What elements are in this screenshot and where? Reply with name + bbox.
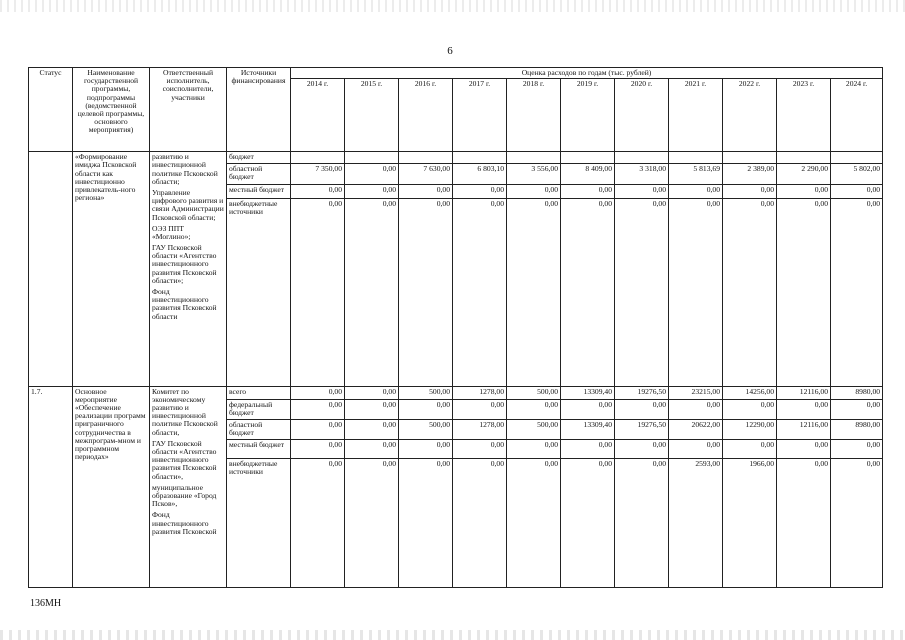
value-cell: 0,00	[831, 184, 883, 198]
header-year: 2015 г.	[345, 79, 399, 152]
table-row	[29, 152, 883, 163]
value-cell: 0,00	[291, 459, 345, 588]
value-cell: 0,00	[723, 184, 777, 198]
value-cell	[345, 152, 399, 163]
value-cell: 0,00	[723, 439, 777, 458]
page-number: 6	[447, 45, 453, 57]
value-cell: 0,00	[453, 184, 507, 198]
table-body	[29, 152, 883, 588]
value-cell: 0,00	[453, 439, 507, 458]
source-cell: всего	[227, 386, 291, 399]
source-cell: бюджет	[227, 152, 291, 163]
value-cell: 8980,00	[831, 386, 883, 399]
value-cell: 2 389,00	[723, 163, 777, 184]
value-cell: 0,00	[399, 439, 453, 458]
header-year: 2016 г.	[399, 79, 453, 152]
footer-code: 136МН	[30, 598, 62, 609]
value-cell: 0,00	[453, 199, 507, 387]
value-cell: 23215,00	[669, 386, 723, 399]
value-cell: 0,00	[777, 199, 831, 387]
value-cell: 13309,40	[561, 386, 615, 399]
value-cell: 0,00	[345, 459, 399, 588]
value-cell: 0,00	[345, 184, 399, 198]
value-cell: 1278,00	[453, 386, 507, 399]
value-cell	[777, 152, 831, 163]
value-cell: 500,00	[399, 419, 453, 439]
value-cell: 0,00	[345, 419, 399, 439]
table-row	[29, 386, 883, 399]
value-cell: 7 630,00	[399, 163, 453, 184]
value-cell: 0,00	[291, 399, 345, 419]
value-cell: 0,00	[399, 199, 453, 387]
source-cell: внебюджетные источники	[227, 199, 291, 387]
responsible-party: муниципальное образование «Город Псков»,	[152, 482, 217, 509]
header-year: 2014 г.	[291, 79, 345, 152]
value-cell: 0,00	[291, 184, 345, 198]
value-cell: 0,00	[399, 459, 453, 588]
responsible-party: ГАУ Псковской области «Агентство инвестиционного развития Псковской области»;	[152, 243, 217, 285]
value-cell: 0,00	[345, 399, 399, 419]
scan-noise-top	[0, 0, 905, 12]
status-cell: 1.7.	[29, 386, 73, 587]
value-cell: 0,00	[291, 199, 345, 387]
source-cell: федеральный бюджет	[227, 399, 291, 419]
status-cell	[29, 152, 73, 387]
value-cell: 500,00	[399, 386, 453, 399]
header-year: 2020 г.	[615, 79, 669, 152]
value-cell: 2593,00	[669, 459, 723, 588]
value-cell: 0,00	[507, 184, 561, 198]
source-cell: областной бюджет	[227, 163, 291, 184]
value-cell: 19276,50	[615, 419, 669, 439]
table-header	[29, 68, 883, 152]
value-cell: 0,00	[453, 459, 507, 588]
name-cell: «Формирование имиджа Псковской области как инвестиционно привлекатель-ного региона»	[73, 152, 150, 387]
source-cell: местный бюджет	[227, 184, 291, 198]
value-cell: 8980,00	[831, 419, 883, 439]
value-cell	[291, 152, 345, 163]
value-cell: 0,00	[507, 459, 561, 588]
header-year: 2017 г.	[453, 79, 507, 152]
budget-table	[28, 67, 883, 588]
value-cell	[399, 152, 453, 163]
scan-noise-bottom	[0, 630, 905, 640]
value-cell: 0,00	[831, 399, 883, 419]
value-cell: 0,00	[399, 399, 453, 419]
value-cell: 0,00	[291, 386, 345, 399]
responsible-party: развитию и инвестиционной политике Псковской области;	[152, 152, 218, 186]
value-cell: 0,00	[831, 439, 883, 458]
value-cell: 0,00	[615, 459, 669, 588]
value-cell: 6 803,10	[453, 163, 507, 184]
value-cell: 14256,00	[723, 386, 777, 399]
value-cell: 500,00	[507, 386, 561, 399]
header-year: 2023 г.	[777, 79, 831, 152]
header-year: 2019 г.	[561, 79, 615, 152]
value-cell: 0,00	[723, 399, 777, 419]
value-cell: 0,00	[561, 399, 615, 419]
value-cell: 0,00	[345, 163, 399, 184]
value-cell: 0,00	[831, 199, 883, 387]
value-cell: 3 556,00	[507, 163, 561, 184]
value-cell: 0,00	[615, 439, 669, 458]
value-cell: 0,00	[561, 184, 615, 198]
value-cell: 8 409,00	[561, 163, 615, 184]
value-cell: 0,00	[615, 199, 669, 387]
value-cell: 0,00	[399, 184, 453, 198]
value-cell: 0,00	[777, 399, 831, 419]
header-name: Наименование государственной программы, подпрограммы (ведомственной целевой программы, основного мероприятия)	[73, 68, 150, 152]
value-cell: 0,00	[669, 439, 723, 458]
header-sources: Источники финансирования	[227, 68, 291, 152]
header-responsible: Ответственный исполнитель, соисполнители, участники	[150, 68, 227, 152]
value-cell: 0,00	[615, 399, 669, 419]
header-costs: Оценка расходов по годам (тыс. рублей)	[291, 68, 883, 79]
value-cell: 1966,00	[723, 459, 777, 588]
value-cell: 13309,40	[561, 419, 615, 439]
responsible-cell	[150, 152, 227, 387]
header-year: 2021 г.	[669, 79, 723, 152]
value-cell: 500,00	[507, 419, 561, 439]
value-cell	[723, 152, 777, 163]
responsible-party: Управление цифрового развития и связи Администрации Псковской области;	[152, 187, 224, 222]
responsible-party: Фонд инвестиционного развития Псковской	[152, 510, 217, 536]
value-cell: 0,00	[669, 199, 723, 387]
value-cell: 2 290,00	[777, 163, 831, 184]
value-cell: 7 350,00	[291, 163, 345, 184]
value-cell: 20622,00	[669, 419, 723, 439]
source-cell: областной бюджет	[227, 419, 291, 439]
value-cell: 12290,00	[723, 419, 777, 439]
value-cell: 0,00	[345, 439, 399, 458]
responsible-party: ГАУ Псковской области «Агентство инвестиционного развития Псковской области»,	[152, 438, 217, 481]
source-cell: внебюджетные источники	[227, 459, 291, 588]
responsible-party: Фонд инвестиционного развития Псковской области	[152, 287, 217, 321]
header-year: 2024 г.	[831, 79, 883, 152]
value-cell: 12116,00	[777, 419, 831, 439]
name-cell: Основное мероприятие «Обеспечение реализации программ приграничного сотрудничества в межпрограм-мном и программном периодах»	[73, 386, 150, 587]
header-status: Статус	[29, 68, 73, 152]
value-cell: 0,00	[561, 439, 615, 458]
value-cell: 0,00	[507, 199, 561, 387]
value-cell: 0,00	[291, 439, 345, 458]
source-cell: местный бюджет	[227, 439, 291, 458]
value-cell: 0,00	[615, 184, 669, 198]
value-cell: 0,00	[669, 184, 723, 198]
value-cell	[561, 152, 615, 163]
value-cell: 3 318,00	[615, 163, 669, 184]
value-cell: 0,00	[669, 399, 723, 419]
responsible-party: ОЭЗ ППТ «Моглино»;	[152, 223, 191, 241]
value-cell: 5 802,00	[831, 163, 883, 184]
value-cell: 0,00	[777, 439, 831, 458]
value-cell: 0,00	[291, 419, 345, 439]
value-cell: 0,00	[831, 459, 883, 588]
value-cell: 1278,00	[453, 419, 507, 439]
value-cell	[831, 152, 883, 163]
header-year: 2022 г.	[723, 79, 777, 152]
value-cell	[669, 152, 723, 163]
header-year: 2018 г.	[507, 79, 561, 152]
value-cell	[615, 152, 669, 163]
responsible-cell	[150, 386, 227, 587]
value-cell: 0,00	[561, 199, 615, 387]
value-cell: 0,00	[507, 439, 561, 458]
value-cell: 0,00	[777, 459, 831, 588]
value-cell: 0,00	[507, 399, 561, 419]
responsible-party: Комитет по экономическому развитию и инвестиционной политике Псковской области,	[152, 386, 218, 437]
value-cell: 0,00	[345, 386, 399, 399]
value-cell	[507, 152, 561, 163]
value-cell: 0,00	[723, 199, 777, 387]
value-cell: 12116,00	[777, 386, 831, 399]
value-cell	[453, 152, 507, 163]
value-cell: 0,00	[453, 399, 507, 419]
value-cell: 19276,50	[615, 386, 669, 399]
value-cell: 5 813,69	[669, 163, 723, 184]
value-cell: 0,00	[345, 199, 399, 387]
value-cell: 0,00	[777, 184, 831, 198]
value-cell: 0,00	[561, 459, 615, 588]
